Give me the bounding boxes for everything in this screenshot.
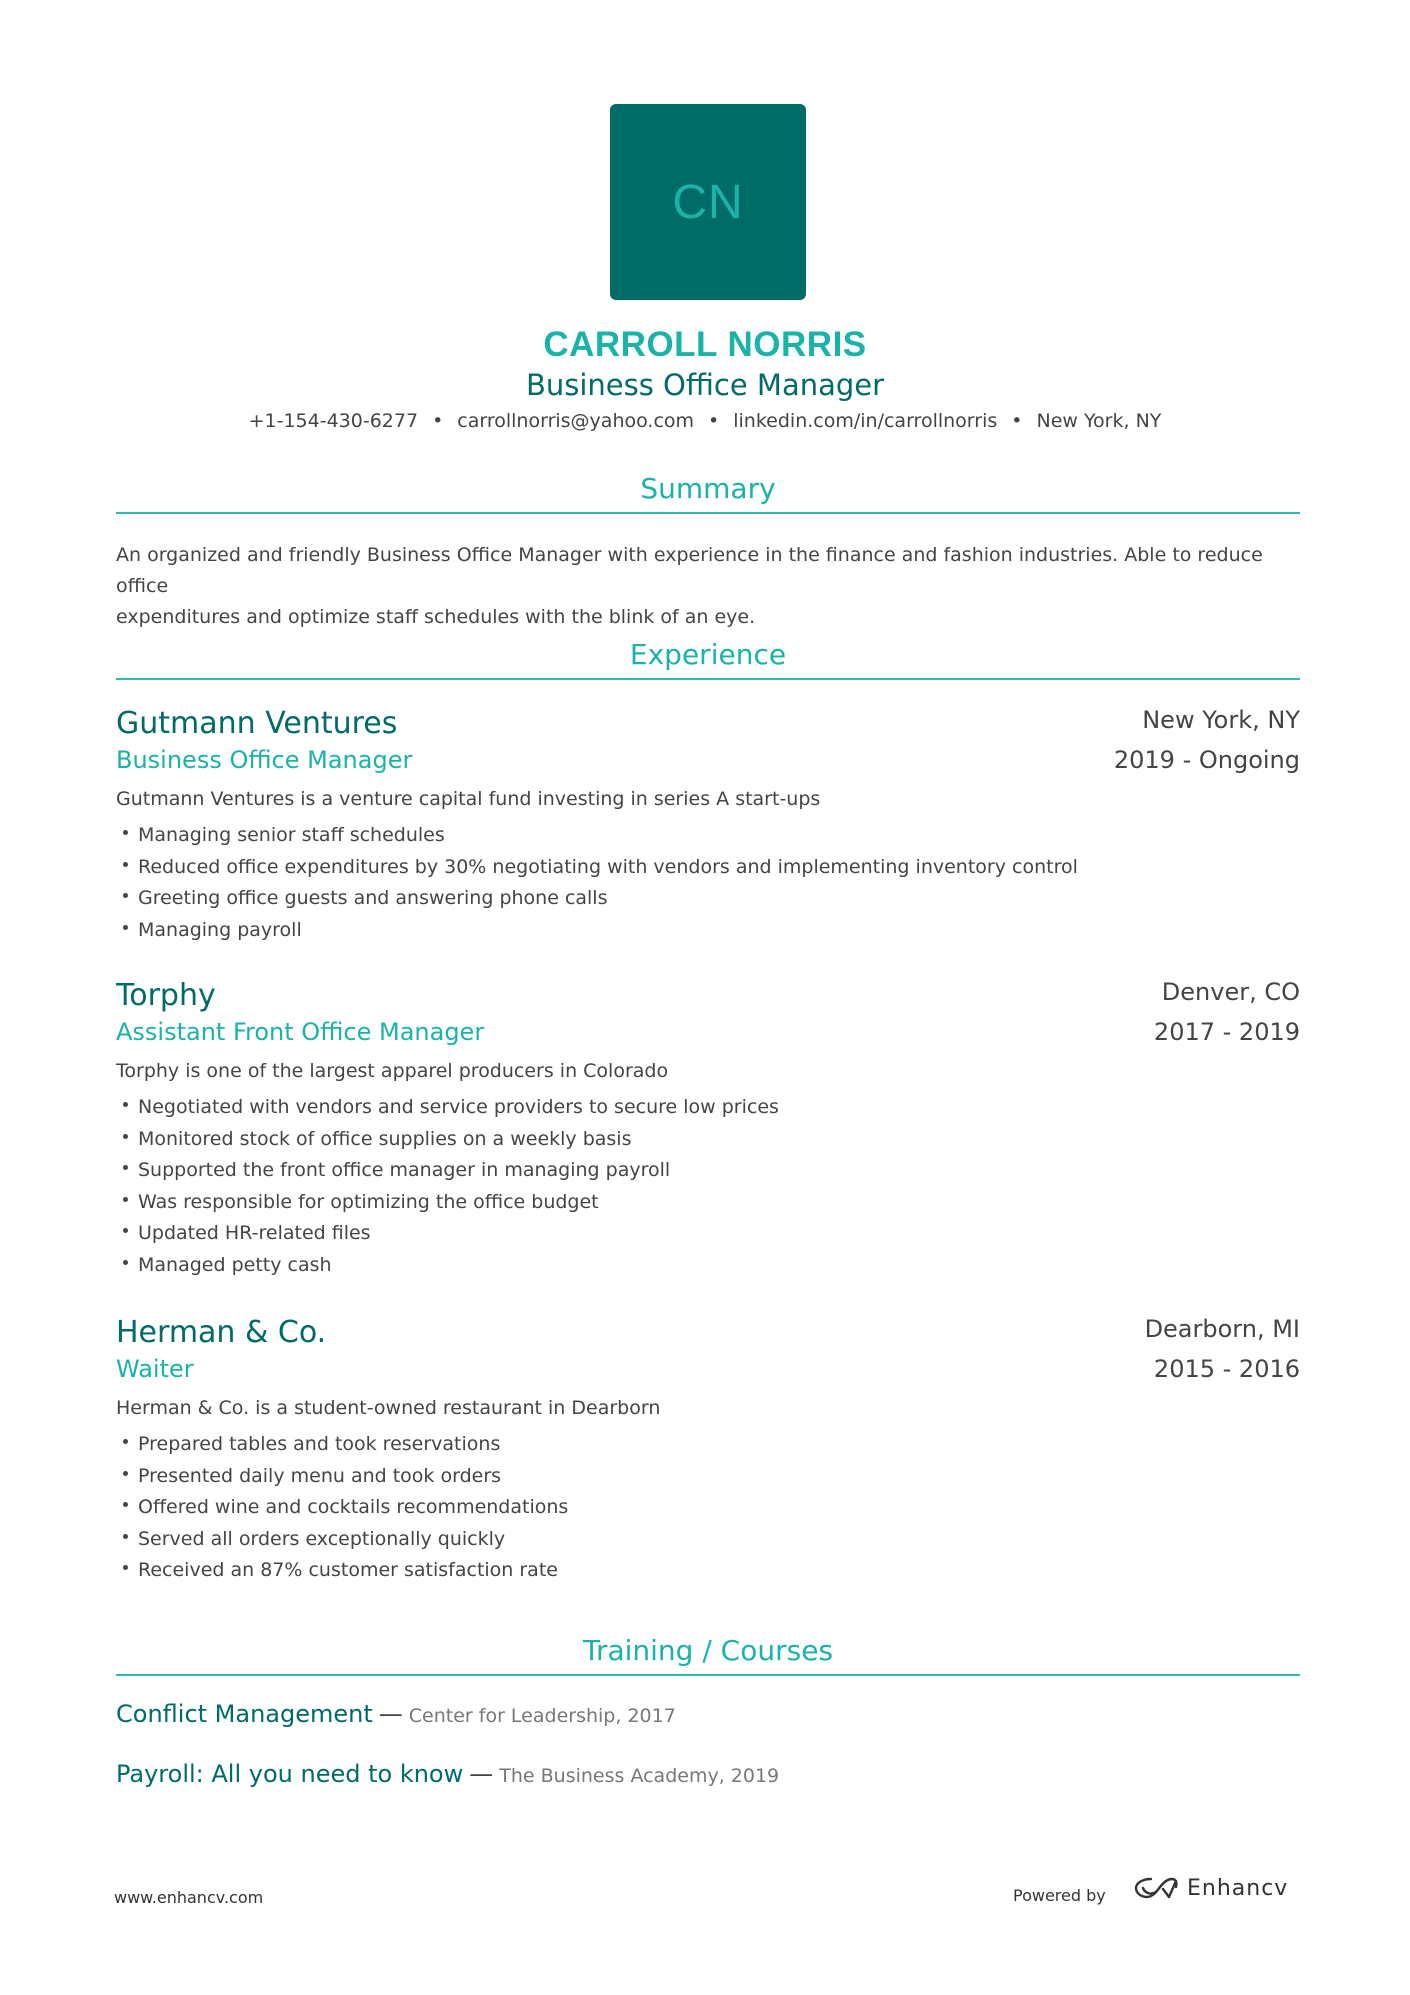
contact-phone[interactable]: +1-154-430-6277 <box>248 410 419 432</box>
course-entry <box>116 1760 779 1788</box>
job-bullets <box>116 820 1078 946</box>
list-item: Greeting office guests and answering phone calls <box>116 883 1078 915</box>
list-item: Served all orders exceptionally quickly <box>116 1524 568 1556</box>
job-entry <box>116 1315 1300 1595</box>
job-location: Dearborn, MI <box>1144 1315 1300 1343</box>
contact-line <box>0 410 1410 432</box>
course-name: Conflict Management <box>116 1700 373 1728</box>
job-entry <box>116 706 1300 946</box>
job-description: Herman & Co. is a student-owned restaurant in Dearborn <box>116 1397 661 1419</box>
list-item: Prepared tables and took reservations <box>116 1429 568 1461</box>
job-description: Gutmann Ventures is a venture capital fund investing in series A start-ups <box>116 788 821 810</box>
bullet-separator: • <box>1011 410 1023 432</box>
job-bullets <box>116 1092 779 1282</box>
job-location: New York, NY <box>1142 706 1300 734</box>
list-item: Presented daily menu and took orders <box>116 1461 568 1493</box>
training-heading: Training / Courses <box>582 1634 834 1667</box>
course-dash: — <box>469 1760 494 1788</box>
job-description: Torphy is one of the largest apparel producers in Colorado <box>116 1060 669 1082</box>
avatar <box>610 104 806 300</box>
job-location: Denver, CO <box>1161 978 1300 1006</box>
course-dash: — <box>378 1700 403 1728</box>
list-item: Received an 87% customer satisfaction rate <box>116 1555 568 1587</box>
job-dates: 2015 - 2016 <box>1153 1355 1300 1383</box>
candidate-title: Business Office Manager <box>525 368 885 402</box>
job-entry <box>116 978 1300 1278</box>
bullet-separator: • <box>432 410 444 432</box>
candidate-name: CARROLL NORRIS <box>543 325 867 364</box>
list-item: Negotiated with vendors and service providers to secure low prices <box>116 1092 779 1124</box>
list-item: Managing senior staff schedules <box>116 820 1078 852</box>
job-company: Gutmann Ventures <box>116 706 398 741</box>
contact-location: New York, NY <box>1036 410 1162 432</box>
list-item: Monitored stock of office supplies on a weekly basis <box>116 1124 779 1156</box>
brand-name: Enhancv <box>1187 1875 1289 1901</box>
job-dates: 2019 - Ongoing <box>1113 746 1300 774</box>
course-meta: Center for Leadership, 2017 <box>408 1705 676 1727</box>
job-role: Business Office Manager <box>116 746 413 774</box>
summary-line: expenditures and optimize staff schedules with the blink of an eye. <box>116 606 756 628</box>
summary-text <box>116 540 1300 633</box>
job-bullets <box>116 1429 568 1587</box>
training-divider <box>116 1674 1300 1676</box>
contact-email[interactable]: carrollnorris@yahoo.com <box>457 410 695 432</box>
job-role: Assistant Front Office Manager <box>116 1018 485 1046</box>
job-dates: 2017 - 2019 <box>1153 1018 1300 1046</box>
enhancv-logo-icon <box>1133 1875 1179 1901</box>
course-entry <box>116 1700 676 1728</box>
list-item: Offered wine and cocktails recommendations <box>116 1492 568 1524</box>
job-company: Herman & Co. <box>116 1315 327 1350</box>
footer-url[interactable]: www.enhancv.com <box>114 1888 264 1907</box>
list-item: Was responsible for optimizing the office budget <box>116 1187 779 1219</box>
list-item: Managed petty cash <box>116 1250 779 1282</box>
summary-divider <box>116 512 1300 514</box>
experience-divider <box>116 678 1300 680</box>
summary-heading: Summary <box>640 472 776 505</box>
summary-line: An organized and friendly Business Office Manager with experience in the finance and fashion industries. Able to reduce office <box>116 544 1263 597</box>
experience-heading: Experience <box>629 638 787 671</box>
contact-linkedin[interactable]: linkedin.com/in/carrollnorris <box>733 410 998 432</box>
avatar-initials: CN <box>672 175 744 229</box>
job-role: Waiter <box>116 1355 194 1383</box>
brand-logo[interactable] <box>1133 1875 1288 1901</box>
course-meta: The Business Academy, 2019 <box>499 1765 780 1787</box>
bullet-separator: • <box>708 410 720 432</box>
list-item: Updated HR-related files <box>116 1218 779 1250</box>
job-company: Torphy <box>116 978 216 1013</box>
course-name: Payroll: All you need to know <box>116 1760 464 1788</box>
powered-by-label: Powered by <box>1013 1886 1106 1905</box>
list-item: Supported the front office manager in managing payroll <box>116 1155 779 1187</box>
list-item: Managing payroll <box>116 915 1078 947</box>
list-item: Reduced office expenditures by 30% negotiating with vendors and implementing inventory control <box>116 852 1078 884</box>
